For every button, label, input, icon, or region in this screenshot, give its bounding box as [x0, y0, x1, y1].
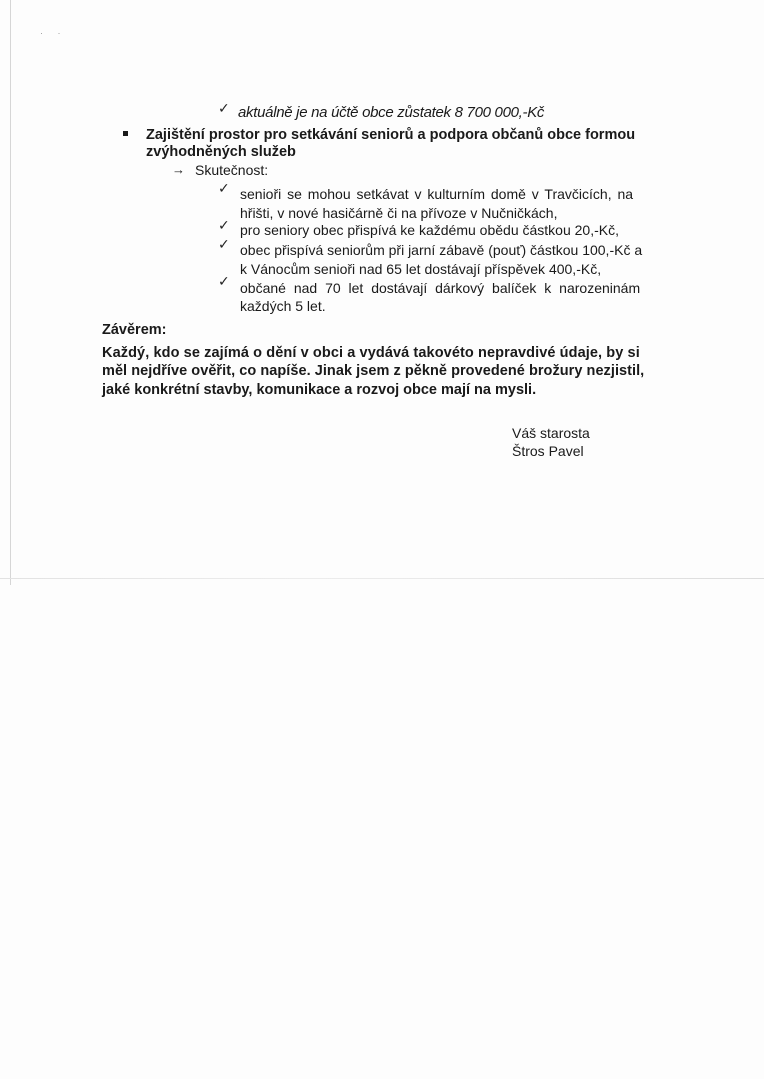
bullet-heading-line2: zvýhodněných služeb [146, 144, 296, 160]
bullet-heading-line1: Zajištění prostor pro setkávání seniorů a podpora občanů obce formou [146, 127, 636, 143]
conclusion-line3: jaké konkrétní stavby, komunikace a rozvoj obce mají na mysli. [102, 382, 537, 398]
reality-item-1-line1: senioři se mohou setkávat v kulturním domě v Travčicích, na [240, 186, 634, 202]
reality-item-2-line1: pro seniory obec přispívá ke každému obědu částkou 20,-Kč, [240, 222, 619, 238]
reality-item-4-line2: každých 5 let. [240, 298, 326, 314]
scan-speck: · · [40, 28, 67, 38]
checkmark-icon: ✓ [218, 273, 230, 289]
conclusion-line1: Každý, kdo se zajímá o dění v obci a vydává takovéto nepravdivé údaje, by si [102, 345, 640, 361]
balance-line: aktuálně je na účtě obce zůstatek 8 700 000,-Kč [238, 104, 545, 121]
checkmark-icon: ✓ [218, 100, 230, 116]
arrow-icon: → [172, 162, 185, 177]
checkmark-icon: ✓ [218, 236, 230, 252]
checkmark-icon: ✓ [218, 217, 230, 233]
conclusion-line2: měl nejdříve ověřit, co napíše. Jinak jsem z pěkně provedené brožury nezjistil, [102, 363, 645, 379]
scan-fold-line [0, 578, 764, 579]
reality-item-4-line1: občané nad 70 let dostávají dárkový balíček k narozeninám [240, 280, 641, 296]
checkmark-icon: ✓ [218, 180, 230, 196]
reality-item-1-line2: hřišti, v nové hasičárně či na přívoze v Nučničkách, [240, 205, 558, 221]
square-bullet-icon [123, 131, 128, 136]
reality-label: Skutečnost: [195, 162, 269, 178]
scan-edge [10, 0, 11, 585]
conclusion-heading: Závěrem: [102, 322, 167, 338]
signature-name: Štros Pavel [512, 443, 584, 459]
reality-item-3-line2: k Vánocům senioři nad 65 let dostávají příspěvek 400,-Kč, [240, 261, 602, 277]
signature-title: Váš starosta [512, 425, 590, 441]
reality-item-3-line1: obec přispívá seniorům při jarní zábavě (pouť) částkou 100,-Kč a [240, 242, 643, 258]
